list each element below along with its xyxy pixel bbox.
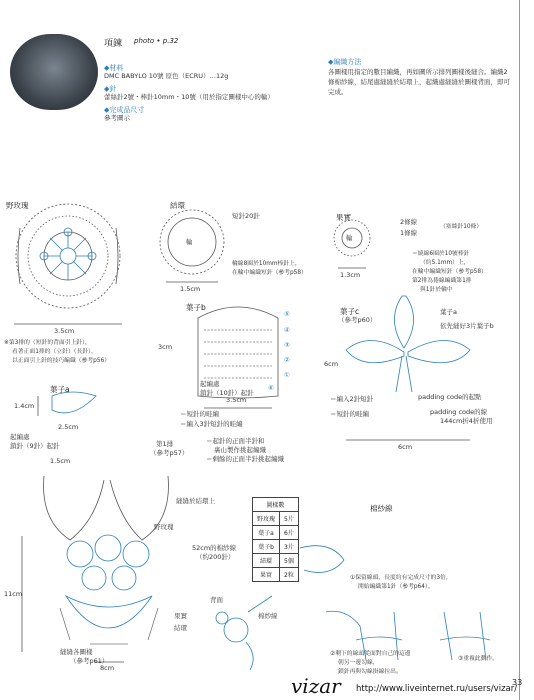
- table-row: 葉子b 3片: [253, 540, 299, 554]
- leaf-b-chain: 鎖針（10針）起針: [200, 389, 254, 397]
- photo-reference: photo • p.32: [134, 37, 179, 45]
- leaf-a-legend-2: ＝剩餘的正面半針挑起編織: [206, 455, 284, 463]
- cotton-cord-label: 棉紗線: [258, 612, 278, 620]
- materials-line: DMC BABYLO 10號 原色（ECRU）…12g: [104, 72, 229, 80]
- leaf-b-row-3: ③: [284, 341, 290, 349]
- leaf-c-legend-1: ＝編入2針短針: [330, 395, 374, 403]
- leaf-c-sew: 依先縫好3片葉子b: [440, 322, 494, 330]
- leaf-a-legend-1: ＝起針的正面半針和: [206, 437, 265, 445]
- method-line-2: 條棉紗線，結尾處縫縫於結環上，起織處縫縫於圖樣背面，即可: [328, 78, 510, 86]
- leaf-c-title: 葉子c: [340, 307, 360, 316]
- necklace-rose-label: 野玫瑰: [154, 523, 174, 531]
- back-side-label: 背面: [210, 596, 223, 604]
- fruit-rows-2: 2條線: [400, 218, 418, 226]
- leaf-b-title: 葉子b: [186, 303, 206, 312]
- leaf-b-height: 3cm: [158, 343, 173, 351]
- fruit-note-4: 第2排為捲線編織第1排: [412, 278, 472, 284]
- fruit-note-1: ＝繞線6圈於10號棒針: [412, 251, 470, 257]
- ring-title: 結環: [170, 201, 185, 210]
- cord-step-1a: ①保留線頭，長度約有完成尺寸的3倍，: [350, 575, 452, 581]
- leaf-c-ref: （參考p60）: [338, 316, 377, 324]
- leaf-c-leaf-a: 葉子a: [440, 308, 457, 316]
- rose-size: 3.5cm: [54, 327, 75, 335]
- size-heading: ◆完成品尺寸: [104, 106, 145, 114]
- fruit-rows-1: 1條線: [400, 229, 418, 237]
- leaf-c-width: 6cm: [398, 443, 413, 451]
- leaf-a-legend-1b: 裏山製作挑起編織: [214, 446, 266, 454]
- watermark: vizar: [291, 674, 341, 698]
- leaf-a-width: 2.5cm: [58, 423, 79, 431]
- fruit-center: 輪: [346, 234, 353, 242]
- needles-heading: ◆針: [104, 85, 117, 93]
- leaf-b-row-2: ②: [284, 356, 290, 364]
- method-line-3: 完成。: [328, 88, 348, 96]
- necklace-bottom-width: 8cm: [100, 664, 115, 672]
- sew-motifs-ref: （參考p61）: [70, 657, 109, 665]
- ring-size: 1.5cm: [180, 285, 201, 293]
- table-title: 圖樣數: [253, 498, 299, 512]
- necklace-fruit-label: 果實: [174, 612, 187, 620]
- padding-thread: padding code的線: [430, 408, 488, 416]
- leaf-b-row-5: ⑤: [284, 310, 290, 318]
- cord-step-2a: ②剩下的線頭從面對自己的這邊: [330, 651, 411, 657]
- fruit-size: 1.3cm: [340, 271, 361, 279]
- cord-step-2b: 朝另一邊勾線，: [338, 660, 379, 666]
- ring-note-2: 在輪中編織短針（參考p58）: [232, 270, 307, 276]
- table-row: 野玫瑰 5片: [253, 512, 299, 526]
- leaf-c-legend-2: ＝短針的畦編: [330, 410, 369, 418]
- cord-title: 棉紗線: [370, 504, 393, 513]
- leaf-c-height: 6cm: [324, 360, 339, 368]
- ring-center: 輪: [186, 238, 193, 246]
- cord-step-1b: 開始編織第1針（參考p64）。: [358, 584, 434, 590]
- cord-step-2c: 鎖針再與勾線掛線拉出。: [338, 669, 402, 675]
- padding-start: padding code的起點: [418, 393, 482, 401]
- rose-title: 野玫瑰: [6, 201, 29, 210]
- materials-heading: ◆材料: [104, 64, 124, 72]
- leaf-b-row-4: ④: [284, 326, 290, 334]
- fruit-note-5: 與1針於輪中: [420, 287, 453, 293]
- method-heading: ◆編織方法: [328, 58, 362, 66]
- motif-count-table: [252, 497, 299, 582]
- leaf-a-height: 1.4cm: [14, 402, 35, 410]
- row-1-label: 第1排: [156, 440, 174, 448]
- sew-motifs-label: 縫縫各圖樣: [60, 648, 93, 656]
- leaf-b-row-6: ⑥: [268, 384, 274, 392]
- necklace-height: 11cm: [4, 590, 23, 598]
- necklace-width: 1.5cm: [50, 457, 71, 465]
- leaf-a-chain: 鎖針（9針）起針: [10, 442, 60, 450]
- rose-note-1: ※第3排的（短針的背面引上針），: [4, 340, 91, 346]
- ring-note-1: 輪線8圈於10mm棒針上，: [232, 261, 301, 267]
- rose-note-2: 看著正面1排的（立針）（長針），: [12, 349, 97, 355]
- leaf-a-title: 葉子a: [50, 385, 70, 394]
- cord-step-3: ③重複此動作。: [458, 656, 498, 662]
- page-number: 33: [512, 678, 523, 687]
- size-line: 參考圖示: [104, 114, 130, 122]
- ring-chain: 短針20針: [232, 212, 260, 220]
- needles-line: 蕾絲針2號・棒針10mm・10號（用於指定圖樣中心的輪）: [104, 93, 274, 101]
- source-url[interactable]: http://www.liveinternet.ru/users/vizar/: [356, 684, 518, 694]
- table-row: 果實 2粒: [253, 568, 299, 582]
- leaf-a-start: 起編處: [10, 433, 30, 441]
- sew-to-ring-label: 縫縫於結環上: [176, 497, 215, 505]
- leaf-b-row-1: ①: [284, 371, 290, 379]
- cotton-stitches: （約200針）: [196, 553, 235, 561]
- rose-note-3: 以正面引上針的技巧編織（參考p56）: [12, 358, 111, 364]
- leaf-b-legend-2: ＝編入3針短針的畦編: [180, 420, 243, 428]
- table-row: 結環 5個: [253, 554, 299, 568]
- fruit-title: 果實: [336, 213, 351, 222]
- padding-length: 144cm折4折使用: [440, 417, 493, 425]
- leaf-b-width: 3.5cm: [226, 396, 247, 404]
- table-row: 葉子a 6片: [253, 526, 299, 540]
- leaf-b-start: 起編處: [200, 380, 220, 388]
- fruit-stuffing: （塞絲針10條）: [440, 224, 483, 230]
- fruit-note-2: （約5.1mm）上，: [420, 260, 470, 266]
- cotton-length: 52cm的棉紗線: [192, 544, 237, 552]
- necklace-ring-label: 結環: [174, 624, 187, 632]
- leaf-b-legend-1: ＝短針的畦編: [180, 410, 219, 418]
- method-line-1: 各圖樣用指定的數目編織，再如圖所示排列圖樣後縫合。編織2: [328, 68, 508, 76]
- fruit-note-3: 在輪中編織短針（參考p58）: [412, 269, 487, 275]
- row-1-ref: （參考p57）: [150, 449, 189, 457]
- pattern-title: 項鍊: [104, 39, 123, 49]
